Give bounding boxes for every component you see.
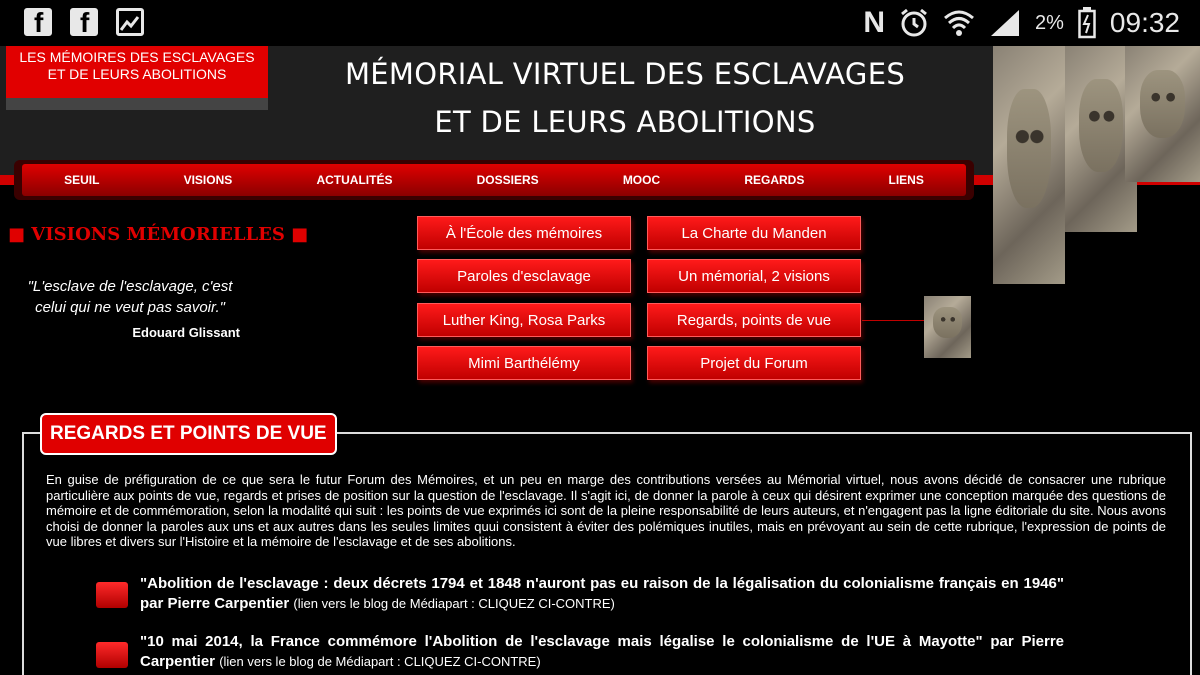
nfc-icon: N (863, 6, 886, 39)
paroles-esclavage-button[interactable]: Paroles d'esclavage (417, 259, 631, 293)
alarm-icon (899, 8, 929, 38)
status-bar (0, 0, 1200, 46)
article-link-text[interactable]: (lien vers le blog de Médiapart : CLIQUEZ CI-CONTRE) (293, 596, 615, 611)
title-line-2: ET DE LEURS ABOLITIONS (434, 105, 816, 139)
signal-icon (989, 8, 1021, 38)
article-link-text[interactable]: (lien vers le blog de Médiapart : CLIQUEZ CI-CONTRE) (219, 654, 541, 669)
title-line-1: MÉMORIAL VIRTUEL DES ESCLAVAGES (344, 57, 906, 91)
battery-percent: 2% (1035, 11, 1064, 34)
connector-line (862, 320, 924, 321)
regards-points-de-vue-button[interactable]: Regards, points de vue (647, 303, 861, 337)
projet-du-forum-button[interactable]: Projet du Forum (647, 346, 861, 380)
nav-item-actualites[interactable]: ACTUALITÉS (316, 173, 393, 187)
charte-du-manden-button[interactable]: La Charte du Manden (647, 216, 861, 250)
wifi-icon (943, 8, 975, 38)
page-title (330, 50, 920, 146)
quote-text: "L'esclave de l'esclavage, c'est celui qui ne veut pas savoir." (27, 278, 233, 316)
statue-thumbnail (924, 296, 971, 358)
facebook-icon (70, 8, 98, 36)
section-title: REGARDS ET POINTS DE VUE (40, 413, 337, 455)
statues-image (993, 46, 1200, 284)
facebook-icon (24, 8, 52, 36)
battery-icon (1078, 7, 1096, 39)
nav-item-mooc[interactable]: MOOC (622, 173, 661, 187)
logo-line-1: LES MÉMOIRES DES ESCLAVAGES (19, 49, 255, 65)
intro-paragraph: En guise de préfiguration de ce que sera le futur Forum des Mémoires, et un peu en marge des contributions versées au Mémorial virtuel, nous avons décidé de consacrer une rubrique particulière aux points de vue, regards et prises de position sur la question de l'esclavage. Il s'agit ici, de donner la parole à ceux qui désirent exprimer une conception marquée des questions de mémoire et de commémoration, selon la modalité qui suit : les points de vue exprimés ici sont de la pleine responsabilité de leurs auteurs, et n'engagent pas la ligne éditoriale du site. Nous avons choisi de donner la paroles aux uns et aux autres dans les seules limites quui consistent à éviter des polémiques inutiles, mais en prévoyant au sein de cette rubrique, l'expression de points de vue libres et divers sur l'Histoire et la mémoire de l'esclavage et de ses abolitions. (46, 472, 1166, 549)
nav-item-liens[interactable]: LIENS (888, 173, 924, 187)
article-link-button[interactable] (96, 582, 128, 608)
nav-item-regards[interactable]: REGARDS (744, 173, 805, 187)
main-nav (14, 160, 974, 200)
section-heading-visions: ■ VISIONS MÉMORIELLES ■ (8, 224, 309, 245)
quote-author: Edouard Glissant (132, 325, 240, 340)
article-title: "10 mai 2014, la France commémore l'Abolition de l'esclavage mais légalise le colonialisme de l'UE à Mayotte" par Pierre Carpentier (140, 633, 1064, 670)
article-title: "Abolition de l'esclavage : deux décrets 1794 et 1848 n'auront pas eu raison de la légalisation du colonialisme français en 1946" par Pierre Carpentier (140, 575, 1064, 612)
nav-item-visions[interactable]: VISIONS (183, 173, 233, 187)
ecole-des-memoires-button[interactable]: À l'École des mémoires (417, 216, 631, 250)
clock: 09:32 (1109, 7, 1180, 38)
article-link-button[interactable] (96, 642, 128, 668)
luther-king-button[interactable]: Luther King, Rosa Parks (417, 303, 631, 337)
nav-item-dossiers[interactable]: DOSSIERS (476, 173, 539, 187)
gallery-icon (116, 8, 144, 36)
nav-item-seuil[interactable]: SEUIL (64, 173, 100, 187)
site-logo[interactable] (6, 46, 268, 110)
un-memorial-button[interactable]: Un mémorial, 2 visions (647, 259, 861, 293)
logo-line-2: ET DE LEURS ABOLITIONS (47, 66, 227, 82)
mimi-barthelemy-button[interactable]: Mimi Barthélémy (417, 346, 631, 380)
